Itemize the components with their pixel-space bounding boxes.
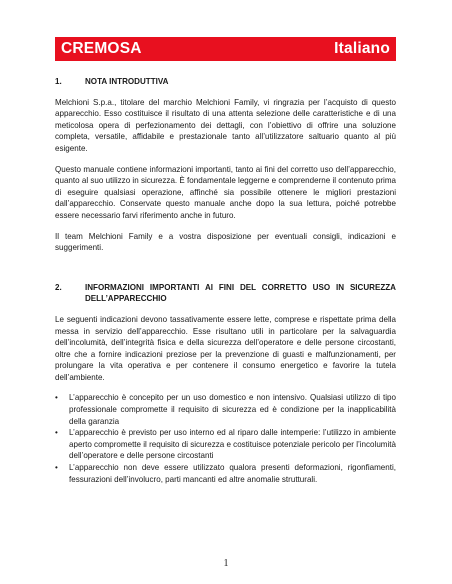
language-label: Italiano [334,40,390,57]
bullet-text: L’apparecchio è previsto per uso interno ed al riparo dalle intemperie: l’utilizzo in ambiente aperto compromette il requisito di sicurezza e costituisce potenziale pericolo per l’incolumità dell’operatore e delle persone circostanti [69,428,396,461]
intro-paragraph-2: Questo manuale contiene informazioni importanti, tanto ai fini del corretto uso dell’apparecchio, quanto al suo utilizzo in sicurezza. È fondamentale leggerne e comprenderne il contenuto prima di eseguire qualsiasi operazione, affinché sia possibile ottenere le migliori prestazioni dall’apparecchio. Conservate questo manuale anche dopo la sua lettura, poiché potrebbe essere necessario farvi riferimento anche in futuro. [55,164,396,220]
bullet-icon: • [55,428,58,438]
document-body [55,76,396,485]
list-item [55,427,396,462]
section-2-heading [55,282,396,305]
bullet-text: L’apparecchio non deve essere utilizzato qualora presenti deformazioni, rigonfiamenti, fessurazioni dell’involucro, parti mancanti ed altre anomalie strutturali. [69,463,396,484]
section-2-number: 2. [55,282,62,292]
section-1-number: 1. [55,77,62,86]
section-2-title: INFORMAZIONI IMPORTANTI AI FINI DEL CORRETTO USO IN SICUREZZA DELL’APPARECCHIO [85,282,396,304]
bullet-icon: • [55,463,58,473]
header-banner [55,37,396,61]
intro-paragraph-1: Melchioni S.p.a., titolare del marchio Melchioni Family, vi ringrazia per l’acquisto di questo apparecchio. Esso costituisce il risultato di una attenta selezione delle caratteristiche e di una meticolosa opera di perfezionamento dei dettagli, con l’obiettivo di offrire una soluzione completa, versatile, affidabile e prestazionale tanto all’utilizzatore saltuario quanto al più esigente. [55,97,396,153]
intro-paragraph-3: Il team Melchioni Family e a vostra disposizione per eventuali consigli, indicazioni e suggerimenti. [55,231,396,253]
page-number: 1 [223,558,229,569]
bullet-icon: • [55,393,58,403]
safety-paragraph: Le seguenti indicazioni devono tassativamente essere lette, comprese e rispettate prima della messa in servizio dell’apparecchio. Esse risultano utili in particolare per la salvaguardia dell’incolumità, dell’integrità fisica e della sicurezza dell’operatore e delle persone circostanti, oltre che a fornire indicazioni preziose per la prevenzione di guasti e malfunzionamenti, per prolungare la vita operativa e per contenere il consumo energetico e favorire la tutela dell’ambiente. [55,314,396,382]
product-name: CREMOSA [61,40,142,57]
section-1-title: NOTA INTRODUTTIVA [85,77,169,86]
bullet-text: L’apparecchio è concepito per un uso domestico e non intensivo. Qualsiasi utilizzo di tipo professionale compromette il requisito di sicurezza ed è condizione per la inapplicabilità della garanzia [69,393,396,426]
list-item [55,392,396,427]
section-1-heading [55,76,396,88]
list-item [55,462,396,485]
